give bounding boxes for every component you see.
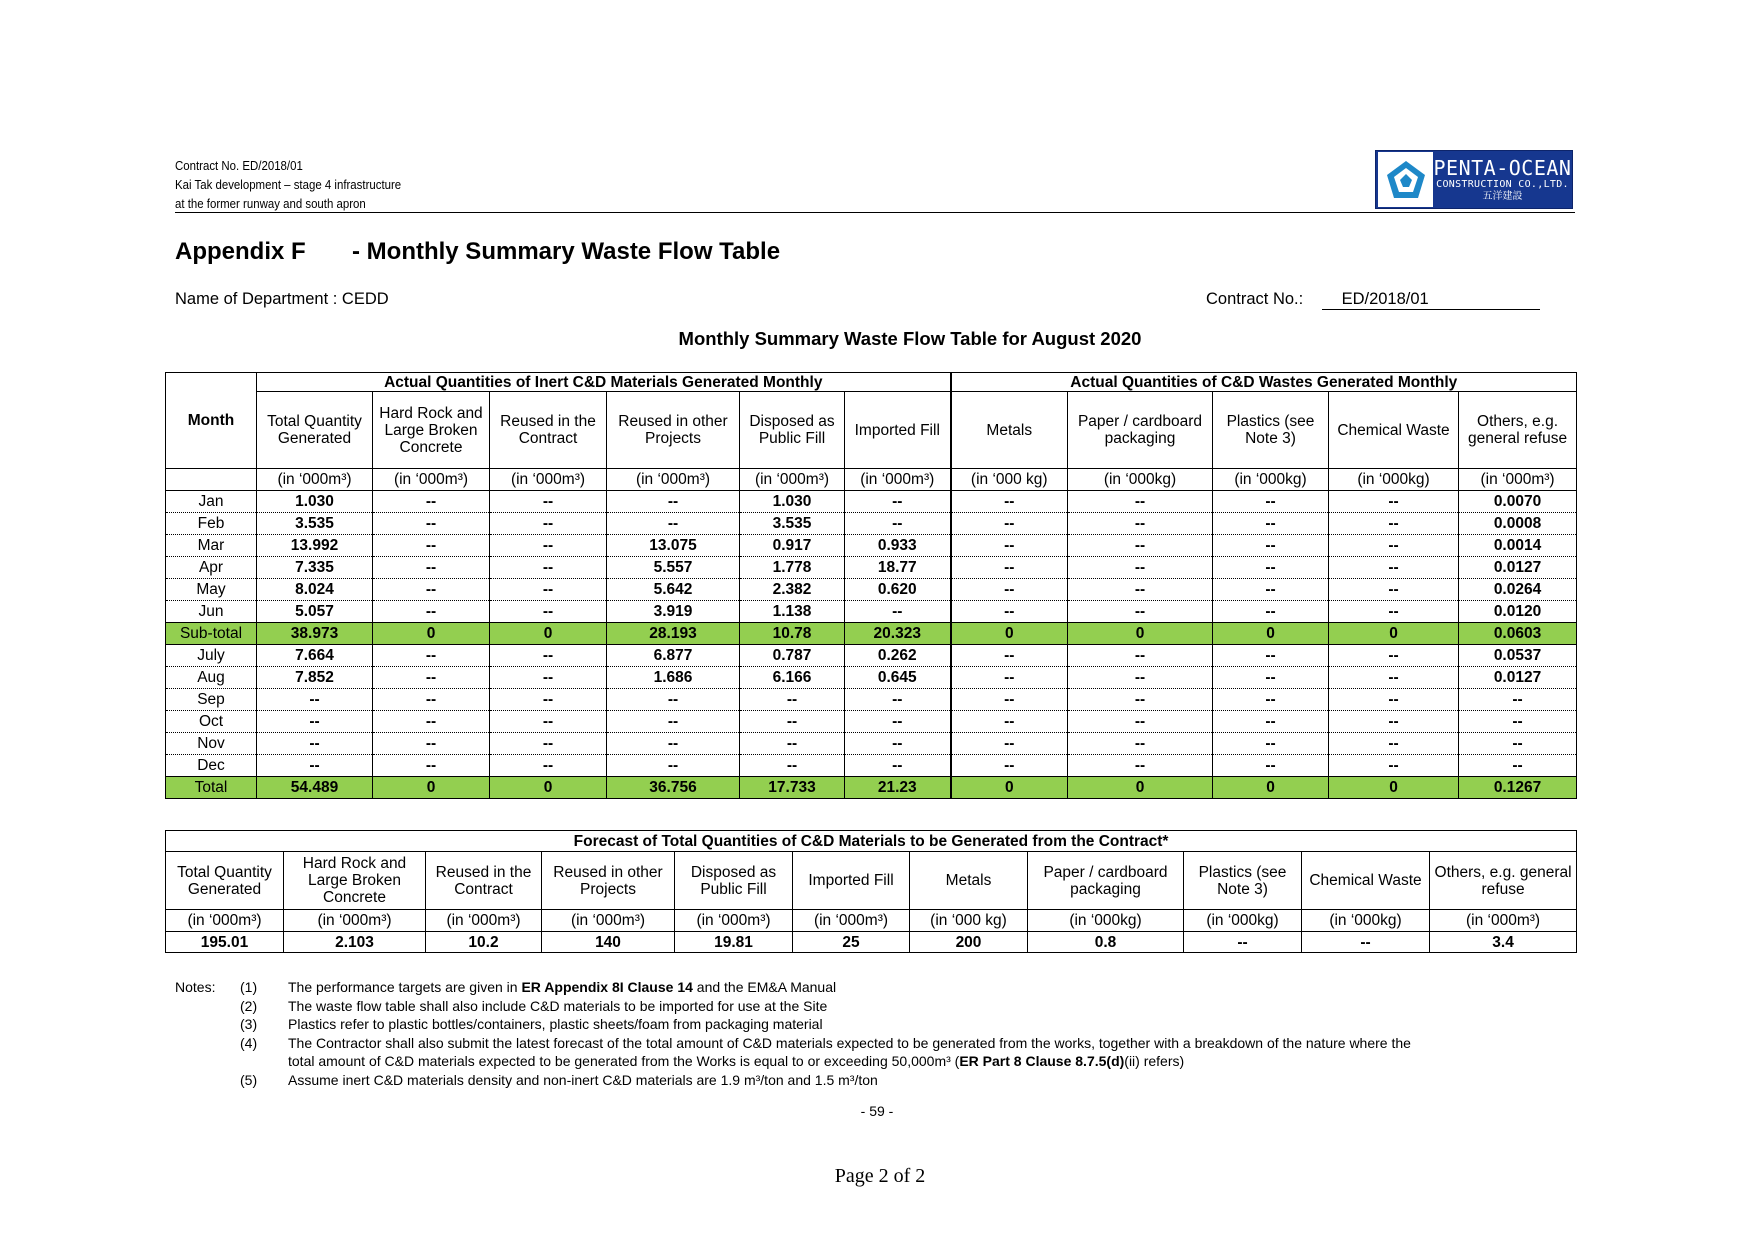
value-cell: 0.0008 <box>1459 513 1577 535</box>
value-cell: -- <box>1213 601 1329 623</box>
value-cell: -- <box>373 535 490 557</box>
column-unit: (in ‘000m³) <box>373 469 490 491</box>
column-unit: (in ‘000m³) <box>607 469 740 491</box>
value-cell: 0 <box>951 777 1068 799</box>
forecast-header-row <box>166 852 1577 910</box>
forecast-value: 0.8 <box>1028 932 1184 953</box>
note-number: (4) <box>240 1034 258 1051</box>
value-cell: -- <box>257 711 373 733</box>
month-cell: Nov <box>166 733 257 755</box>
value-cell: 0.0537 <box>1459 645 1577 667</box>
value-cell: 0.933 <box>845 535 951 557</box>
value-cell: 7.664 <box>257 645 373 667</box>
value-cell: 3.919 <box>607 601 740 623</box>
value-cell: -- <box>373 667 490 689</box>
value-cell: -- <box>951 513 1068 535</box>
column-header: Reused in other Projects <box>607 392 740 469</box>
column-unit: (in ‘000m³) <box>740 469 845 491</box>
column-header: Metals <box>951 392 1068 469</box>
value-cell: -- <box>1213 557 1329 579</box>
column-unit: (in ‘000 kg) <box>951 469 1068 491</box>
value-cell: -- <box>1329 667 1459 689</box>
value-cell: -- <box>845 601 951 623</box>
forecast-value: 3.4 <box>1430 932 1577 953</box>
table-row <box>166 513 1577 535</box>
value-cell: 13.075 <box>607 535 740 557</box>
company-logo <box>1375 150 1573 209</box>
value-cell: -- <box>373 711 490 733</box>
value-cell: 0 <box>1068 623 1213 645</box>
value-cell: -- <box>1459 755 1577 777</box>
value-cell: -- <box>951 645 1068 667</box>
month-cell: Feb <box>166 513 257 535</box>
note-text: The Contractor shall also submit the latest forecast of the total amount of C&D materials expected to be generated from the works, together with a breakdown of the nature where the <box>288 1034 1411 1051</box>
value-cell: -- <box>951 755 1068 777</box>
note-item <box>240 978 1580 997</box>
value-cell: 18.77 <box>845 557 951 579</box>
column-unit: (in ‘000kg) <box>1329 469 1459 491</box>
value-cell: 0.0127 <box>1459 557 1577 579</box>
value-cell: 38.973 <box>257 623 373 645</box>
column-unit: (in ‘000m³) <box>675 910 793 932</box>
value-cell: -- <box>845 491 951 513</box>
column-unit: (in ‘000m³) <box>1430 910 1577 932</box>
value-cell: 0 <box>1213 623 1329 645</box>
value-cell: -- <box>1068 491 1213 513</box>
value-cell: 0.0014 <box>1459 535 1577 557</box>
value-cell: -- <box>607 711 740 733</box>
note-text: Assume inert C&D materials density and non-inert C&D materials are 1.9 m³/ton and 1.5 m³/ton <box>288 1071 878 1088</box>
value-cell: -- <box>373 557 490 579</box>
column-unit: (in ‘000kg) <box>1184 910 1302 932</box>
unit-row <box>166 469 1577 491</box>
forecast-title: Forecast of Total Quantities of C&D Materials to be Generated from the Contract* <box>166 831 1577 852</box>
value-cell: -- <box>951 535 1068 557</box>
value-cell: 0.1267 <box>1459 777 1577 799</box>
value-cell: -- <box>845 513 951 535</box>
value-cell: -- <box>373 755 490 777</box>
month-cell: Jan <box>166 491 257 513</box>
column-unit: (in ‘000m³) <box>845 469 951 491</box>
value-cell: -- <box>257 733 373 755</box>
column-header: Chemical Waste <box>1329 392 1459 469</box>
value-cell: 0 <box>490 777 607 799</box>
value-cell: -- <box>951 601 1068 623</box>
value-cell: 0 <box>1329 777 1459 799</box>
value-cell: -- <box>951 711 1068 733</box>
value-cell: -- <box>740 711 845 733</box>
page-footer: Page 2 of 2 <box>834 1165 926 1187</box>
table-row <box>166 733 1577 755</box>
column-header: Reused in the Contract <box>490 392 607 469</box>
value-cell: -- <box>951 579 1068 601</box>
forecast-value: 25 <box>793 932 910 953</box>
value-cell: 0 <box>1329 623 1459 645</box>
value-cell: 10.78 <box>740 623 845 645</box>
forecast-value: 2.103 <box>284 932 426 953</box>
column-header: Total Quantity Generated <box>166 852 284 910</box>
month-cell: Oct <box>166 711 257 733</box>
table-row <box>166 557 1577 579</box>
value-cell: -- <box>1459 711 1577 733</box>
column-unit: (in ‘000m³) <box>490 469 607 491</box>
note-number: (3) <box>240 1016 258 1032</box>
value-cell: -- <box>490 491 607 513</box>
value-cell: -- <box>1068 601 1213 623</box>
column-unit: (in ‘000kg) <box>1028 910 1184 932</box>
column-unit: (in ‘000kg) <box>1068 469 1213 491</box>
value-cell: -- <box>1329 513 1459 535</box>
value-cell: 1.686 <box>607 667 740 689</box>
value-cell: -- <box>490 535 607 557</box>
logo-japanese: 五洋建設 <box>1482 190 1523 202</box>
note-text: and the EM&A Manual <box>692 979 837 995</box>
value-cell: 5.557 <box>607 557 740 579</box>
column-unit: (in ‘000m³) <box>1459 469 1577 491</box>
header-contract-line: Contract No. ED/2018/01 <box>175 158 303 173</box>
value-cell: -- <box>1213 755 1329 777</box>
column-header: Chemical Waste <box>1302 852 1430 910</box>
value-cell: -- <box>490 733 607 755</box>
value-cell: -- <box>490 689 607 711</box>
value-cell: -- <box>373 733 490 755</box>
value-cell: 8.024 <box>257 579 373 601</box>
value-cell: -- <box>1068 645 1213 667</box>
forecast-value: 19.81 <box>675 932 793 953</box>
value-cell: 0 <box>373 623 490 645</box>
column-header: Plastics (see Note 3) <box>1213 392 1329 469</box>
value-cell: -- <box>607 733 740 755</box>
note-item <box>240 1052 1580 1071</box>
note-number: (2) <box>240 997 258 1014</box>
value-cell: -- <box>1213 689 1329 711</box>
column-header: Paper / cardboard packaging <box>1068 392 1213 469</box>
month-header: Month <box>166 373 257 469</box>
value-cell: -- <box>951 689 1068 711</box>
note-reference: ER Part 8 Clause 8.7.5(d) <box>959 1053 1125 1069</box>
value-cell: 1.030 <box>740 491 845 513</box>
contract-label: Contract No.: <box>1206 290 1304 308</box>
value-cell: 36.756 <box>607 777 740 799</box>
value-cell: -- <box>1068 535 1213 557</box>
value-cell: -- <box>1329 557 1459 579</box>
logo-subtitle: CONSTRUCTION CO.,LTD. <box>1436 178 1569 190</box>
value-cell: -- <box>257 755 373 777</box>
department-label: Name of Department : CEDD <box>175 290 389 308</box>
value-cell: -- <box>845 733 951 755</box>
value-cell: -- <box>1329 689 1459 711</box>
table-row <box>166 711 1577 733</box>
total-row <box>166 623 1577 645</box>
column-unit: (in ‘000kg) <box>1213 469 1329 491</box>
value-cell: 5.642 <box>607 579 740 601</box>
value-cell: 0 <box>951 623 1068 645</box>
header-project-line: Kai Tak development – stage 4 infrastructure <box>175 177 402 192</box>
value-cell: -- <box>1068 689 1213 711</box>
column-unit: (in ‘000m³) <box>284 910 426 932</box>
table-row <box>166 667 1577 689</box>
value-cell: -- <box>490 513 607 535</box>
month-cell: Sep <box>166 689 257 711</box>
value-cell: 0 <box>490 623 607 645</box>
column-header: Metals <box>910 852 1028 910</box>
inert-group-header: Actual Quantities of Inert C&D Materials Generated Monthly <box>257 373 951 392</box>
total-row <box>166 777 1577 799</box>
value-cell: 13.992 <box>257 535 373 557</box>
column-header: Plastics (see Note 3) <box>1184 852 1302 910</box>
value-cell: -- <box>740 689 845 711</box>
value-cell: 21.23 <box>845 777 951 799</box>
value-cell: -- <box>1329 711 1459 733</box>
value-cell: 54.489 <box>257 777 373 799</box>
value-cell: -- <box>1213 491 1329 513</box>
appendix-label: Appendix F <box>175 238 306 265</box>
value-cell: -- <box>1068 733 1213 755</box>
month-cell: Apr <box>166 557 257 579</box>
forecast-value: 10.2 <box>426 932 542 953</box>
column-header: Reused in the Contract <box>426 852 542 910</box>
value-cell: -- <box>951 491 1068 513</box>
value-cell: 2.382 <box>740 579 845 601</box>
month-cell: May <box>166 579 257 601</box>
value-cell: -- <box>1329 601 1459 623</box>
value-cell: -- <box>1213 645 1329 667</box>
value-cell: -- <box>490 601 607 623</box>
value-cell: -- <box>1213 513 1329 535</box>
column-header: Total Quantity Generated <box>257 392 373 469</box>
table-row <box>166 491 1577 513</box>
forecast-value-row <box>166 932 1577 953</box>
value-cell: 6.877 <box>607 645 740 667</box>
forecast-value: 200 <box>910 932 1028 953</box>
note-text: The waste flow table shall also include C&D materials to be imported for use at the Site <box>288 997 828 1014</box>
month-cell: Aug <box>166 667 257 689</box>
value-cell: 0.645 <box>845 667 951 689</box>
value-cell: -- <box>1329 535 1459 557</box>
value-cell: 3.535 <box>740 513 845 535</box>
value-cell: -- <box>607 689 740 711</box>
value-cell: 17.733 <box>740 777 845 799</box>
column-unit: (in ‘000m³) <box>426 910 542 932</box>
note-number: (1) <box>240 979 258 995</box>
column-header: Paper / cardboard packaging <box>1028 852 1184 910</box>
value-cell: 0 <box>373 777 490 799</box>
table-row <box>166 579 1577 601</box>
value-cell: 0.0264 <box>1459 579 1577 601</box>
value-cell: -- <box>1213 667 1329 689</box>
value-cell: 1.778 <box>740 557 845 579</box>
column-unit: (in ‘000m³) <box>257 469 373 491</box>
notes-list <box>240 978 1580 1089</box>
waste-group-header: Actual Quantities of C&D Wastes Generated Monthly <box>951 373 1577 392</box>
table-row <box>166 645 1577 667</box>
value-cell: -- <box>740 755 845 777</box>
note-text: The performance targets are given in <box>288 979 522 995</box>
value-cell: 0 <box>1213 777 1329 799</box>
pentagon-logo-icon <box>1378 152 1433 207</box>
note-item <box>240 1015 1580 1034</box>
month-cell: Sub-total <box>166 623 257 645</box>
page-title: - Monthly Summary Waste Flow Table <box>352 238 781 265</box>
note-item <box>240 1071 1580 1090</box>
month-cell: Dec <box>166 755 257 777</box>
value-cell: -- <box>1459 733 1577 755</box>
forecast-unit-row <box>166 910 1577 932</box>
forecast-value: -- <box>1184 932 1302 953</box>
value-cell: -- <box>951 667 1068 689</box>
value-cell: -- <box>951 733 1068 755</box>
table-row <box>166 755 1577 777</box>
month-cell: Total <box>166 777 257 799</box>
value-cell: -- <box>1213 733 1329 755</box>
column-unit: (in ‘000m³) <box>793 910 910 932</box>
value-cell: -- <box>373 645 490 667</box>
value-cell: -- <box>373 579 490 601</box>
value-cell: 0.262 <box>845 645 951 667</box>
value-cell: 0.917 <box>740 535 845 557</box>
column-unit: (in ‘000 kg) <box>910 910 1028 932</box>
value-cell: -- <box>1068 513 1213 535</box>
value-cell: -- <box>1329 579 1459 601</box>
value-cell: -- <box>490 645 607 667</box>
logo-title: PENTA-OCEAN <box>1433 155 1572 180</box>
value-cell: 0.787 <box>740 645 845 667</box>
value-cell: -- <box>1329 755 1459 777</box>
table-subtitle: Monthly Summary Waste Flow Table for August 2020 <box>678 328 1142 349</box>
value-cell: -- <box>490 755 607 777</box>
value-cell: -- <box>951 557 1068 579</box>
month-cell: Jun <box>166 601 257 623</box>
contract-value: ED/2018/01 <box>1322 290 1540 310</box>
forecast-value: 140 <box>542 932 675 953</box>
table-row <box>166 601 1577 623</box>
value-cell: 20.323 <box>845 623 951 645</box>
note-item <box>240 997 1580 1016</box>
note-reference: ER Appendix 8I Clause 14 <box>521 979 693 995</box>
forecast-value: 195.01 <box>166 932 284 953</box>
note-item <box>240 1034 1580 1053</box>
value-cell: 6.166 <box>740 667 845 689</box>
value-cell: -- <box>1068 667 1213 689</box>
value-cell: -- <box>1068 711 1213 733</box>
column-unit: (in ‘000kg) <box>1302 910 1430 932</box>
value-cell: -- <box>373 689 490 711</box>
value-cell: 1.030 <box>257 491 373 513</box>
note-text: total amount of C&D materials expected to be generated from the Works is equal to or exceeding 50,000m³ ( <box>288 1053 960 1069</box>
value-cell: 3.535 <box>257 513 373 535</box>
value-cell: -- <box>607 491 740 513</box>
forecast-value: -- <box>1302 932 1430 953</box>
value-cell: -- <box>1329 645 1459 667</box>
column-header-row <box>166 392 1577 469</box>
value-cell: -- <box>1068 557 1213 579</box>
column-header: Others, e.g. general refuse <box>1430 852 1577 910</box>
value-cell: -- <box>845 711 951 733</box>
column-unit: (in ‘000m³) <box>542 910 675 932</box>
value-cell: 1.138 <box>740 601 845 623</box>
value-cell: 0.0127 <box>1459 667 1577 689</box>
value-cell: -- <box>607 755 740 777</box>
value-cell: -- <box>1213 711 1329 733</box>
value-cell: -- <box>1213 535 1329 557</box>
group-header-row <box>166 373 1577 392</box>
table-row <box>166 689 1577 711</box>
value-cell: -- <box>845 689 951 711</box>
value-cell: -- <box>373 491 490 513</box>
page-number: - 59 - <box>860 1103 894 1119</box>
forecast-title-row <box>166 831 1577 852</box>
note-number: (5) <box>240 1071 258 1088</box>
value-cell: -- <box>373 601 490 623</box>
column-header: Imported Fill <box>793 852 910 910</box>
value-cell: 0.0603 <box>1459 623 1577 645</box>
column-header: Others, e.g. general refuse <box>1459 392 1577 469</box>
value-cell: 0.620 <box>845 579 951 601</box>
month-cell: July <box>166 645 257 667</box>
value-cell: -- <box>845 755 951 777</box>
header-location-line: at the former runway and south apron <box>175 196 366 211</box>
value-cell: -- <box>1213 579 1329 601</box>
value-cell: -- <box>490 579 607 601</box>
note-text: (ii) refers) <box>1124 1053 1185 1069</box>
column-header: Disposed as Public Fill <box>740 392 845 469</box>
value-cell: -- <box>1459 689 1577 711</box>
unit-spacer <box>166 469 257 491</box>
value-cell: -- <box>490 711 607 733</box>
value-cell: -- <box>1068 755 1213 777</box>
table-row <box>166 535 1577 557</box>
value-cell: 7.335 <box>257 557 373 579</box>
monthly-waste-table <box>165 372 1577 799</box>
value-cell: 28.193 <box>607 623 740 645</box>
value-cell: 7.852 <box>257 667 373 689</box>
value-cell: -- <box>1068 579 1213 601</box>
value-cell: -- <box>1329 733 1459 755</box>
value-cell: 0.0070 <box>1459 491 1577 513</box>
notes-label: Notes: <box>175 979 216 995</box>
month-cell: Mar <box>166 535 257 557</box>
value-cell: -- <box>490 557 607 579</box>
value-cell: -- <box>1329 491 1459 513</box>
column-header: Imported Fill <box>845 392 951 469</box>
column-header: Hard Rock and Large Broken Concrete <box>284 852 426 910</box>
column-unit: (in ‘000m³) <box>166 910 284 932</box>
value-cell: -- <box>490 667 607 689</box>
value-cell: 5.057 <box>257 601 373 623</box>
contract-number <box>1206 290 1540 310</box>
value-cell: 0.0120 <box>1459 601 1577 623</box>
value-cell: -- <box>740 733 845 755</box>
value-cell: -- <box>373 513 490 535</box>
column-header: Reused in other Projects <box>542 852 675 910</box>
column-header: Disposed as Public Fill <box>675 852 793 910</box>
value-cell: 0 <box>1068 777 1213 799</box>
header-divider <box>175 212 1575 213</box>
column-header: Hard Rock and Large Broken Concrete <box>373 392 490 469</box>
forecast-table <box>165 830 1577 953</box>
note-text: Plastics refer to plastic bottles/containers, plastic sheets/foam from packaging material <box>288 1016 823 1032</box>
value-cell: -- <box>257 689 373 711</box>
value-cell: -- <box>607 513 740 535</box>
